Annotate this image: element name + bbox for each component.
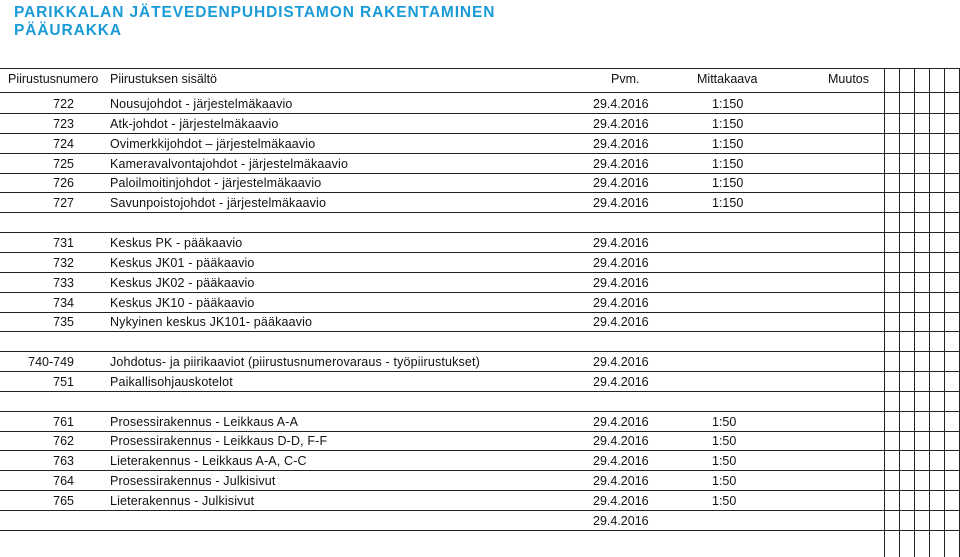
table-row xyxy=(0,412,884,432)
row-date: 29.4.2016 xyxy=(593,196,649,210)
row-date: 29.4.2016 xyxy=(593,434,649,448)
row-description: Lieterakennus - Leikkaus A-A, C-C xyxy=(110,454,307,468)
row-scale: 1:50 xyxy=(712,415,737,429)
header-changes: Muutos xyxy=(828,72,869,86)
row-date: 29.4.2016 xyxy=(593,375,649,389)
row-description: Keskus JK10 - pääkaavio xyxy=(110,296,255,310)
table-row xyxy=(0,173,884,193)
row-date: 29.4.2016 xyxy=(593,236,649,250)
table-row xyxy=(0,193,884,213)
row-date: 29.4.2016 xyxy=(593,117,649,131)
table-row xyxy=(0,511,884,531)
row-description: Prosessirakennus - Leikkaus D-D, F-F xyxy=(110,434,328,448)
header-top-border xyxy=(0,68,960,69)
row-description: Savunpoistojohdot - järjestelmäkaavio xyxy=(110,196,327,210)
row-date: 29.4.2016 xyxy=(593,355,649,369)
row-number: 726 xyxy=(53,176,74,190)
row-scale: 1:50 xyxy=(712,474,737,488)
row-description: Keskus JK02 - pääkaavio xyxy=(110,276,255,290)
row-number: 761 xyxy=(53,415,74,429)
row-scale: 1:150 xyxy=(712,157,744,171)
table-row xyxy=(0,154,884,174)
table-row xyxy=(0,253,884,273)
table-row xyxy=(0,431,884,451)
row-description: Ovimerkkijohdot – järjestelmäkaavio xyxy=(110,137,316,151)
title-line-1: PARIKKALAN JÄTEVEDENPUHDISTAMON RAKENTAMINEN xyxy=(14,4,496,21)
table-row xyxy=(0,352,884,372)
table-row xyxy=(0,392,884,412)
row-date: 29.4.2016 xyxy=(593,256,649,270)
row-separator xyxy=(0,530,960,531)
row-number: 763 xyxy=(53,454,74,468)
table-row xyxy=(0,213,884,233)
row-description: Kameravalvontajohdot - järjestelmäkaavio xyxy=(110,157,349,171)
row-description: Nykyinen keskus JK101- pääkaavio xyxy=(110,315,313,329)
row-scale: 1:50 xyxy=(712,494,737,508)
table-row xyxy=(0,312,884,332)
row-description: Lieterakennus - Julkisivut xyxy=(110,494,255,508)
header-scale: Mittakaava xyxy=(697,72,758,86)
row-description: Nousujohdot - järjestelmäkaavio xyxy=(110,97,293,111)
row-number: 764 xyxy=(53,474,74,488)
row-date: 29.4.2016 xyxy=(593,514,649,528)
table-row xyxy=(0,94,884,114)
row-date: 29.4.2016 xyxy=(593,415,649,429)
row-number: 765 xyxy=(53,494,74,508)
row-date: 29.4.2016 xyxy=(593,97,649,111)
row-scale: 1:150 xyxy=(712,137,744,151)
row-number: 740-749 xyxy=(28,355,74,369)
row-date: 29.4.2016 xyxy=(593,494,649,508)
row-scale: 1:150 xyxy=(712,97,744,111)
row-number: 732 xyxy=(53,256,74,270)
row-description: Keskus JK01 - pääkaavio xyxy=(110,256,255,270)
row-date: 29.4.2016 xyxy=(593,176,649,190)
table-row xyxy=(0,491,884,511)
row-description: Johdotus- ja piirikaaviot (piirustusnumerovaraus - työpiirustukset) xyxy=(110,355,480,369)
row-date: 29.4.2016 xyxy=(593,315,649,329)
row-description: Keskus PK - pääkaavio xyxy=(110,236,243,250)
row-number: 723 xyxy=(53,117,74,131)
row-description: Paloilmoitinjohdot - järjestelmäkaavio xyxy=(110,176,322,190)
row-number: 731 xyxy=(53,236,74,250)
table-row xyxy=(0,451,884,471)
row-description: Prosessirakennus - Julkisivut xyxy=(110,474,276,488)
row-scale: 1:150 xyxy=(712,196,744,210)
row-description: Prosessirakennus - Leikkaus A-A xyxy=(110,415,299,429)
row-date: 29.4.2016 xyxy=(593,276,649,290)
row-scale: 1:50 xyxy=(712,454,737,468)
table-row xyxy=(0,134,884,154)
table-row xyxy=(0,273,884,293)
row-number: 722 xyxy=(53,97,74,111)
row-number: 727 xyxy=(53,196,74,210)
table-row xyxy=(0,293,884,313)
header-number: Piirustusnumero xyxy=(8,72,99,86)
row-number: 751 xyxy=(53,375,74,389)
row-description: Atk-johdot - järjestelmäkaavio xyxy=(110,117,279,131)
row-number: 733 xyxy=(53,276,74,290)
row-date: 29.4.2016 xyxy=(593,454,649,468)
title-line-2: PÄÄURAKKA xyxy=(14,22,122,39)
row-number: 725 xyxy=(53,157,74,171)
row-number: 724 xyxy=(53,137,74,151)
table-row xyxy=(0,332,884,352)
row-date: 29.4.2016 xyxy=(593,474,649,488)
row-scale: 1:150 xyxy=(712,176,744,190)
row-number: 735 xyxy=(53,315,74,329)
row-description: Paikallisohjauskotelot xyxy=(110,375,233,389)
row-date: 29.4.2016 xyxy=(593,157,649,171)
table-row xyxy=(0,233,884,253)
table-row xyxy=(0,114,884,134)
row-scale: 1:150 xyxy=(712,117,744,131)
table-row xyxy=(0,372,884,392)
table-row xyxy=(0,471,884,491)
row-number: 734 xyxy=(53,296,74,310)
row-date: 29.4.2016 xyxy=(593,137,649,151)
header-bottom-border xyxy=(0,92,960,93)
row-number: 762 xyxy=(53,434,74,448)
header-content: Piirustuksen sisältö xyxy=(110,72,217,86)
row-scale: 1:50 xyxy=(712,434,737,448)
row-date: 29.4.2016 xyxy=(593,296,649,310)
document-title xyxy=(14,4,495,40)
header-date: Pvm. xyxy=(611,72,640,86)
